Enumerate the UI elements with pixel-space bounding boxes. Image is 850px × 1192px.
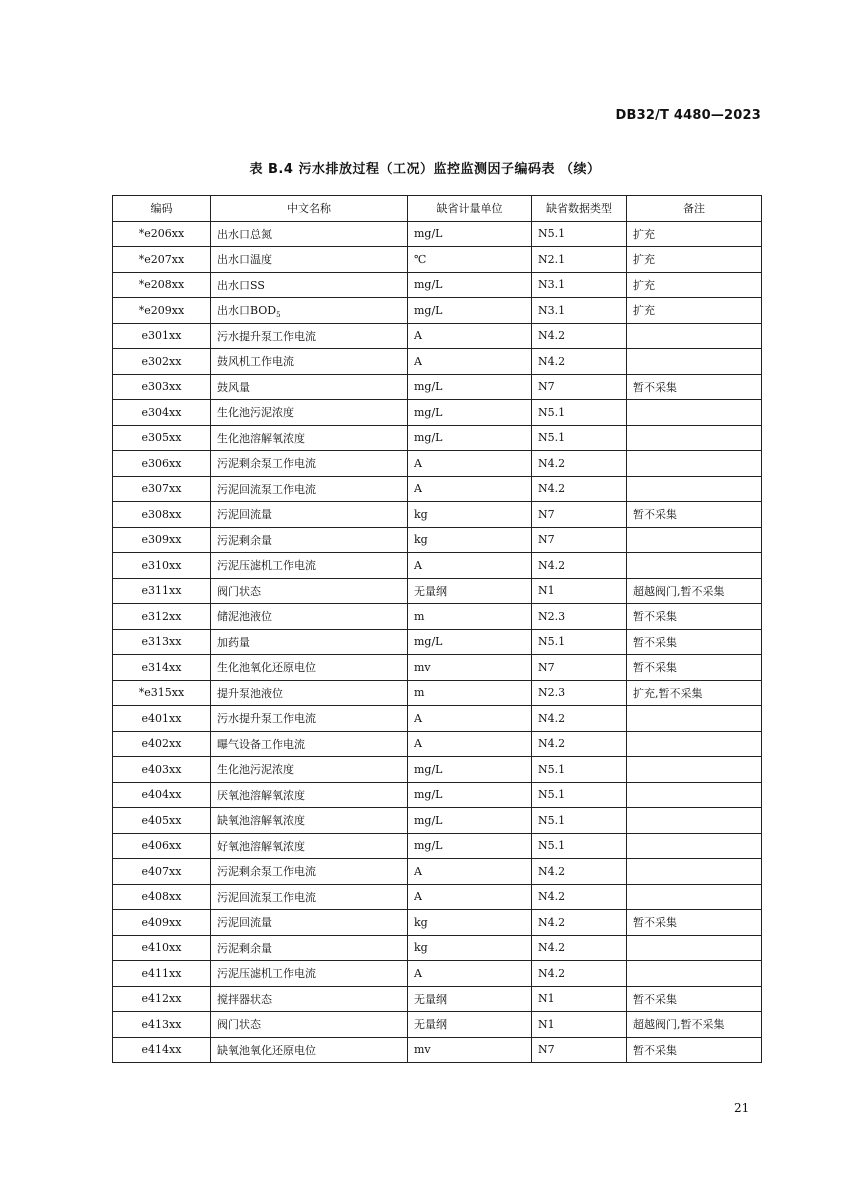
cell-note: 超越阀门,暂不采集 <box>627 578 762 604</box>
cell-type: N1 <box>532 578 627 604</box>
cell-code: e407xx <box>113 859 211 885</box>
cell-code: e308xx <box>113 502 211 528</box>
cell-note <box>627 757 762 783</box>
cell-type: N4.2 <box>532 323 627 349</box>
cell-note <box>627 782 762 808</box>
cell-code: *e208xx <box>113 272 211 298</box>
factor-code-table <box>112 195 762 1063</box>
cell-name: 阀门状态 <box>211 578 408 604</box>
cell-note <box>627 935 762 961</box>
cell-type: N1 <box>532 986 627 1012</box>
cell-note <box>627 859 762 885</box>
cell-name: 污泥剩余量 <box>211 527 408 553</box>
cell-unit: m <box>408 604 532 630</box>
cell-name: 搅拌器状态 <box>211 986 408 1012</box>
cell-code: e411xx <box>113 961 211 987</box>
cell-unit: mg/L <box>408 374 532 400</box>
cell-code: e309xx <box>113 527 211 553</box>
cell-code: e410xx <box>113 935 211 961</box>
table-row <box>113 400 762 426</box>
cell-code: e401xx <box>113 706 211 732</box>
cell-note <box>627 961 762 987</box>
cell-name: 污泥剩余量 <box>211 935 408 961</box>
cell-type: N5.1 <box>532 833 627 859</box>
cell-code: e314xx <box>113 655 211 681</box>
cell-code: e304xx <box>113 400 211 426</box>
cell-name: 鼓风量 <box>211 374 408 400</box>
cell-code: e412xx <box>113 986 211 1012</box>
cell-unit: kg <box>408 935 532 961</box>
table-row <box>113 986 762 1012</box>
cell-note: 暂不采集 <box>627 629 762 655</box>
cell-type: N4.2 <box>532 935 627 961</box>
cell-code: *e315xx <box>113 680 211 706</box>
cell-note <box>627 400 762 426</box>
cell-unit: mg/L <box>408 400 532 426</box>
cell-note <box>627 527 762 553</box>
cell-name-text: 出水口BOD <box>217 303 277 317</box>
cell-code: e305xx <box>113 425 211 451</box>
cell-type: N7 <box>532 502 627 528</box>
cell-type: N4.2 <box>532 451 627 477</box>
cell-code: e408xx <box>113 884 211 910</box>
cell-note: 扩充 <box>627 272 762 298</box>
table-row <box>113 808 762 834</box>
table-row <box>113 680 762 706</box>
cell-code: *e209xx <box>113 298 211 324</box>
table-row <box>113 961 762 987</box>
table-row <box>113 629 762 655</box>
table-row <box>113 655 762 681</box>
cell-type: N5.1 <box>532 221 627 247</box>
cell-type: N4.2 <box>532 961 627 987</box>
column-header-code: 编码 <box>113 196 211 222</box>
cell-code: *e207xx <box>113 247 211 273</box>
cell-unit: mg/L <box>408 782 532 808</box>
cell-name: 污泥剩余泵工作电流 <box>211 859 408 885</box>
cell-note <box>627 451 762 477</box>
cell-name: 生化池污泥浓度 <box>211 757 408 783</box>
table-row <box>113 578 762 604</box>
cell-type: N4.2 <box>532 706 627 732</box>
table-title: 表 B.4 污水排放过程（工况）监控监测因子编码表 （续） <box>249 162 601 177</box>
cell-note <box>627 349 762 375</box>
cell-unit: A <box>408 706 532 732</box>
cell-type: N7 <box>532 655 627 681</box>
cell-code: e409xx <box>113 910 211 936</box>
cell-name-subscript: 5 <box>276 310 281 319</box>
cell-note <box>627 833 762 859</box>
cell-code: e306xx <box>113 451 211 477</box>
cell-name: 污水提升泵工作电流 <box>211 706 408 732</box>
cell-unit: mg/L <box>408 833 532 859</box>
cell-note: 暂不采集 <box>627 604 762 630</box>
cell-unit: ℃ <box>408 247 532 273</box>
column-header-type: 缺省数据类型 <box>532 196 627 222</box>
table-row <box>113 833 762 859</box>
cell-type: N5.1 <box>532 425 627 451</box>
cell-code: e313xx <box>113 629 211 655</box>
cell-unit: A <box>408 859 532 885</box>
cell-name: 出水口总氮 <box>211 221 408 247</box>
cell-type: N4.2 <box>532 884 627 910</box>
cell-unit: A <box>408 731 532 757</box>
cell-unit: mv <box>408 655 532 681</box>
cell-note: 超越阀门,暂不采集 <box>627 1012 762 1038</box>
cell-name: 污泥回流量 <box>211 502 408 528</box>
cell-note: 暂不采集 <box>627 502 762 528</box>
cell-code: e310xx <box>113 553 211 579</box>
table-row <box>113 910 762 936</box>
cell-code: e302xx <box>113 349 211 375</box>
table-row <box>113 298 762 324</box>
cell-name: 厌氧池溶解氧浓度 <box>211 782 408 808</box>
cell-unit: A <box>408 476 532 502</box>
cell-type: N7 <box>532 527 627 553</box>
cell-type: N5.1 <box>532 808 627 834</box>
cell-code: e303xx <box>113 374 211 400</box>
table-row <box>113 221 762 247</box>
column-header-name: 中文名称 <box>211 196 408 222</box>
cell-unit: kg <box>408 502 532 528</box>
cell-type: N7 <box>532 374 627 400</box>
cell-unit: A <box>408 884 532 910</box>
cell-unit: mv <box>408 1037 532 1063</box>
cell-unit: mg/L <box>408 808 532 834</box>
cell-code: e307xx <box>113 476 211 502</box>
cell-name: 生化池污泥浓度 <box>211 400 408 426</box>
table-row <box>113 782 762 808</box>
cell-unit: mg/L <box>408 757 532 783</box>
cell-type: N4.2 <box>532 731 627 757</box>
table-body <box>113 221 762 1063</box>
cell-type: N5.1 <box>532 629 627 655</box>
cell-type: N4.2 <box>532 476 627 502</box>
cell-name: 污泥压滤机工作电流 <box>211 961 408 987</box>
table-row <box>113 859 762 885</box>
table-row <box>113 527 762 553</box>
cell-unit: mg/L <box>408 629 532 655</box>
cell-note: 暂不采集 <box>627 655 762 681</box>
cell-name: 鼓风机工作电流 <box>211 349 408 375</box>
cell-unit: mg/L <box>408 221 532 247</box>
column-header-unit: 缺省计量单位 <box>408 196 532 222</box>
cell-note <box>627 884 762 910</box>
cell-type: N4.2 <box>532 910 627 936</box>
cell-code: e402xx <box>113 731 211 757</box>
cell-name <box>211 298 408 324</box>
cell-unit: mg/L <box>408 298 532 324</box>
cell-name: 缺氧池氧化还原电位 <box>211 1037 408 1063</box>
cell-unit: A <box>408 323 532 349</box>
cell-code: e405xx <box>113 808 211 834</box>
table-row <box>113 247 762 273</box>
cell-unit: A <box>408 961 532 987</box>
cell-type: N2.1 <box>532 247 627 273</box>
cell-name: 污水提升泵工作电流 <box>211 323 408 349</box>
cell-note: 暂不采集 <box>627 910 762 936</box>
cell-code: e311xx <box>113 578 211 604</box>
cell-type: N2.3 <box>532 680 627 706</box>
cell-unit: mg/L <box>408 272 532 298</box>
cell-unit: A <box>408 451 532 477</box>
cell-name: 储泥池液位 <box>211 604 408 630</box>
table-row <box>113 502 762 528</box>
cell-name: 污泥压滤机工作电流 <box>211 553 408 579</box>
cell-name: 加药量 <box>211 629 408 655</box>
cell-note <box>627 706 762 732</box>
cell-code: e403xx <box>113 757 211 783</box>
table-row <box>113 884 762 910</box>
page-number: 21 <box>734 1101 750 1115</box>
cell-unit: mg/L <box>408 425 532 451</box>
cell-name: 生化池氧化还原电位 <box>211 655 408 681</box>
cell-unit: 无量纲 <box>408 578 532 604</box>
cell-note: 扩充 <box>627 298 762 324</box>
cell-note: 扩充 <box>627 247 762 273</box>
cell-name: 曝气设备工作电流 <box>211 731 408 757</box>
cell-note <box>627 425 762 451</box>
table-row <box>113 553 762 579</box>
table-row <box>113 425 762 451</box>
cell-name: 生化池溶解氧浓度 <box>211 425 408 451</box>
cell-type: N5.1 <box>532 757 627 783</box>
table-header-row <box>113 196 762 222</box>
cell-unit: 无量纲 <box>408 986 532 1012</box>
cell-note: 暂不采集 <box>627 1037 762 1063</box>
cell-type: N3.1 <box>532 298 627 324</box>
table-row <box>113 349 762 375</box>
table-row <box>113 757 762 783</box>
cell-code: e312xx <box>113 604 211 630</box>
cell-code: e414xx <box>113 1037 211 1063</box>
table-row <box>113 1037 762 1063</box>
cell-type: N4.2 <box>532 859 627 885</box>
cell-note <box>627 731 762 757</box>
cell-type: N4.2 <box>532 553 627 579</box>
cell-unit: A <box>408 349 532 375</box>
cell-type: N3.1 <box>532 272 627 298</box>
cell-unit: kg <box>408 910 532 936</box>
cell-code: e406xx <box>113 833 211 859</box>
cell-note: 暂不采集 <box>627 986 762 1012</box>
cell-code: e413xx <box>113 1012 211 1038</box>
table-row <box>113 451 762 477</box>
cell-type: N1 <box>532 1012 627 1038</box>
cell-type: N4.2 <box>532 349 627 375</box>
table-row <box>113 604 762 630</box>
cell-name: 提升泵池液位 <box>211 680 408 706</box>
table-row <box>113 935 762 961</box>
cell-name: 阀门状态 <box>211 1012 408 1038</box>
cell-code: e404xx <box>113 782 211 808</box>
cell-name: 出水口SS <box>211 272 408 298</box>
cell-name: 污泥剩余泵工作电流 <box>211 451 408 477</box>
cell-type: N5.1 <box>532 400 627 426</box>
cell-type: N7 <box>532 1037 627 1063</box>
table-row <box>113 374 762 400</box>
table-row <box>113 731 762 757</box>
table-row <box>113 476 762 502</box>
cell-name: 污泥回流泵工作电流 <box>211 476 408 502</box>
table-row <box>113 272 762 298</box>
table-row <box>113 323 762 349</box>
cell-unit: kg <box>408 527 532 553</box>
cell-note <box>627 323 762 349</box>
cell-name: 污泥回流泵工作电流 <box>211 884 408 910</box>
cell-note <box>627 476 762 502</box>
table-row <box>113 706 762 732</box>
cell-name: 污泥回流量 <box>211 910 408 936</box>
cell-name: 好氧池溶解氧浓度 <box>211 833 408 859</box>
cell-note: 扩充,暂不采集 <box>627 680 762 706</box>
cell-name: 出水口温度 <box>211 247 408 273</box>
cell-note <box>627 553 762 579</box>
cell-note: 扩充 <box>627 221 762 247</box>
cell-name: 缺氧池溶解氧浓度 <box>211 808 408 834</box>
column-header-note: 备注 <box>627 196 762 222</box>
cell-type: N2.3 <box>532 604 627 630</box>
cell-unit: m <box>408 680 532 706</box>
cell-unit: A <box>408 553 532 579</box>
cell-code: *e206xx <box>113 221 211 247</box>
cell-note: 暂不采集 <box>627 374 762 400</box>
cell-note <box>627 808 762 834</box>
cell-unit: 无量纲 <box>408 1012 532 1038</box>
cell-type: N5.1 <box>532 782 627 808</box>
document-code: DB32/T 4480—2023 <box>615 108 761 123</box>
table-row <box>113 1012 762 1038</box>
cell-code: e301xx <box>113 323 211 349</box>
